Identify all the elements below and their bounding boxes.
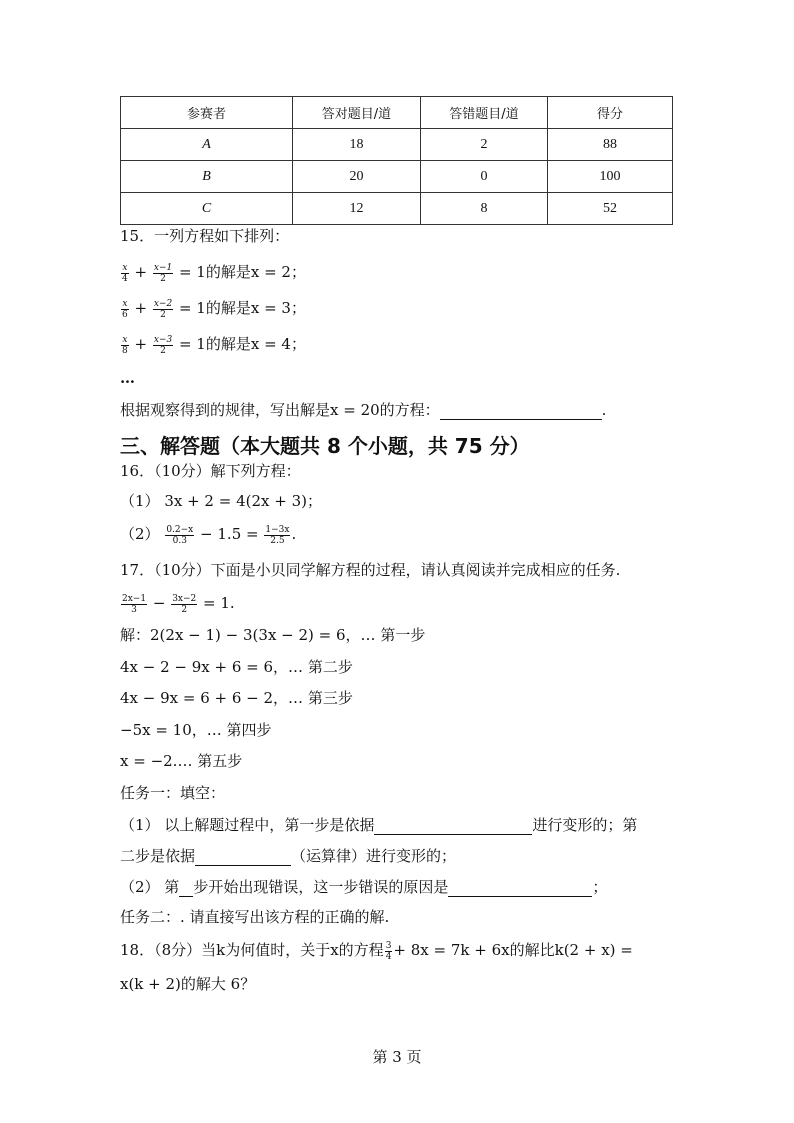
q17-task2: 任务二：. 请直接写出该方程的正确的解. [120,908,390,926]
q17-equation: $\frac{2x-1}{3}$ − $\frac{3x-2}{2}$ = 1. [122,593,235,615]
q16-intro: 16．（10分）解下列方程： [120,462,301,480]
q17-step-3: 4x − 9x = 6 + 6 − 2，… 第三步 [120,689,353,707]
q17-task1-part2: （2） 第 步开始出现错误，这一步错误的原因是 ； [120,878,608,896]
cell-correct: 12 [293,193,421,225]
q17-task1-part1-cont: 二步是依据 （运算律）进行变形的； [120,847,457,865]
q17-step-4: −5x = 10，… 第四步 [120,721,272,739]
answer-blank[interactable] [179,880,193,897]
cell-score: 100 [548,161,673,193]
cell-score: 52 [548,193,673,225]
cell-correct: 18 [293,129,421,161]
header-wrong: 答错题目/道 [421,97,548,129]
cell-participant: B [121,161,293,193]
fraction: $\frac{x}{6}$ [122,298,128,320]
q15-equation-1: $\frac{x}{4}$ + $\frac{x-1}{2}$ = 1的解是x = 2； [122,262,306,284]
q17-intro: 17．（10分）下面是小贝同学解方程的过程，请认真阅读并完成相应的任务. [120,561,621,579]
fraction: $\frac{x-3}{2}$ [153,334,173,356]
q17-step-2: 4x − 2 − 9x + 6 = 6，… 第二步 [120,658,353,676]
q15-question: 根据观察得到的规律，写出解是x = 20的方程： . [120,401,607,419]
fraction: $\frac{x}{8}$ [122,334,128,356]
q16-part2: （2） $\frac{0.2-x}{0.3}$ − 1.5 = $\frac{1-3x}{2.5}$ . [120,524,297,546]
page-number: 第 3 页 [372,1048,422,1066]
q17-step-5: x = −2.… 第五步 [120,752,243,770]
q16-part1: （1） 3x + 2 = 4(2x + 3)； [120,492,322,510]
fraction: $\frac{x}{4}$ [122,262,128,284]
table-row [121,129,673,161]
q17-step-1: 解：2(2x − 1) − 3(3x − 2) = 6，… 第一步 [120,626,426,644]
cell-participant: C [121,193,293,225]
table-row [121,193,673,225]
table-row [121,161,673,193]
fraction: $\frac{3x-2}{2}$ [172,593,197,615]
answer-blank[interactable] [195,849,291,866]
q15-equation-3: $\frac{x}{8}$ + $\frac{x-3}{2}$ = 1的解是x = 4； [122,334,306,356]
cell-wrong: 8 [421,193,548,225]
fraction: $\frac{0.2-x}{0.3}$ [166,524,194,546]
cell-score: 88 [548,129,673,161]
fraction: $\frac{3}{4}$ [385,940,392,962]
q15-equation-2: $\frac{x}{6}$ + $\frac{x-2}{2}$ = 1的解是x = 3； [122,298,306,320]
q18-line-2: x(k + 2)的解大 6？ [120,975,256,993]
q17-task1-label: 任务一：填空： [120,784,226,802]
fraction: $\frac{x-2}{2}$ [153,298,173,320]
cell-wrong: 2 [421,129,548,161]
cell-participant: A [121,129,293,161]
section-heading: 三、解答题（本大题共 8 个小题，共 75 分） [120,434,530,458]
answer-blank[interactable] [448,880,592,897]
header-participant: 参赛者 [121,97,293,129]
header-correct: 答对题目/道 [293,97,421,129]
q18-line-1: 18．（8分）当k为何值时，关于x的方程 $\frac{3}{4}$ + 8x = 7k + 6x的解比k(2 + x) = [120,940,633,962]
fraction: $\frac{x-1}{2}$ [153,262,173,284]
answer-blank[interactable] [374,818,532,835]
table-header-row [121,97,673,129]
fraction: $\frac{1-3x}{2.5}$ [265,524,290,546]
header-score: 得分 [548,97,673,129]
q15-intro: 15．一列方程如下排列： [120,227,290,245]
fraction: $\frac{2x-1}{3}$ [122,593,147,615]
score-table [120,96,673,225]
answer-blank[interactable] [440,403,602,420]
cell-wrong: 0 [421,161,548,193]
cell-correct: 20 [293,161,421,193]
q17-task1-part1: （1） 以上解题过程中，第一步是依据 进行变形的；第 [120,816,638,834]
ellipsis: … [120,369,135,387]
